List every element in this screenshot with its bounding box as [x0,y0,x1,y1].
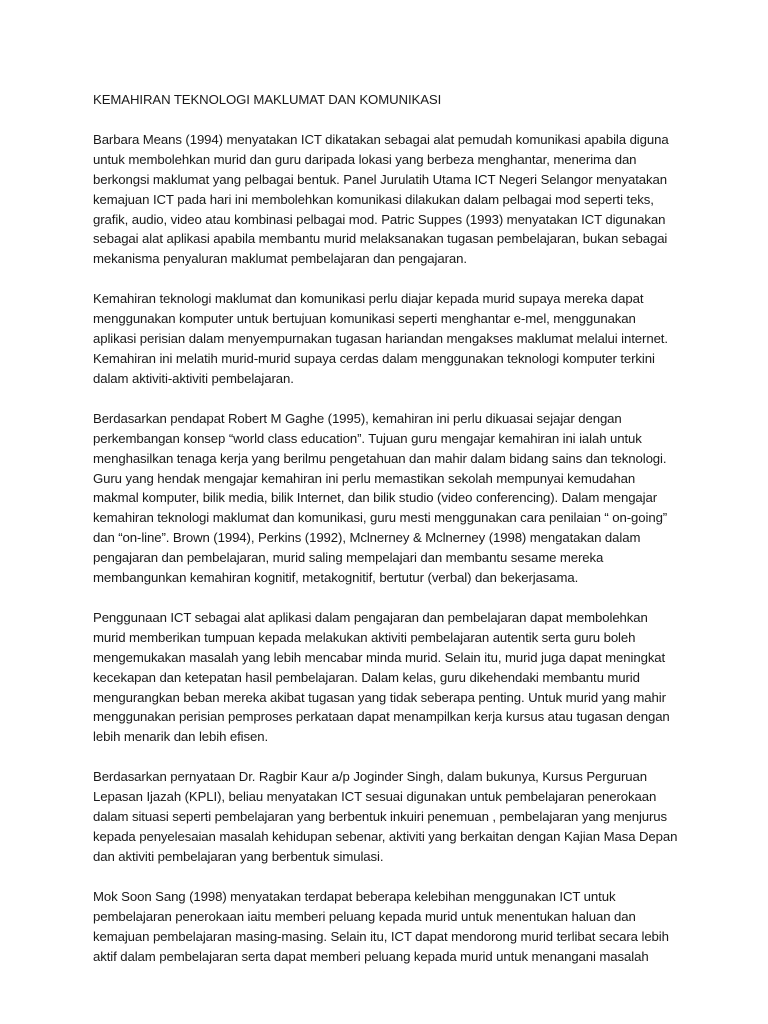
document-page [93,90,683,986]
text-line: dan aktiviti pembelajaran yang berbentuk simulasi. [93,848,384,864]
text-line: Lepasan Ijazah (KPLI), beliau menyatakan ICT sesuai digunakan untuk pembelajaran penerokaan [93,789,657,805]
paragraph-5 [93,767,683,867]
paragraph-4 [93,608,683,747]
text-line: aktif dalam pembelajaran serta dapat memberi peluang kepada murid untuk menangani masalah [93,948,649,964]
text-line: kemajuan pembelajaran masing-masing. Selain itu, ICT dapat mendorong murid terlibat secara lebih [93,928,669,944]
text-line: untuk membolehkan murid dan guru daripada lokasi yang berbeza menghantar, menerima dan [93,151,637,167]
text-line: Berdasarkan pendapat Robert M Gaghe (1995), kemahiran ini perlu dikuasai sejajar dengan [93,410,622,426]
text-line: mengemukakan masalah yang lebih mencabar minda murid. Selain itu, murid juga dapat meningkat [93,649,666,665]
text-line: kecekapan dan ketepatan hasil pembelajaran. Dalam kelas, guru dikehendaki membantu murid [93,669,640,685]
text-line: sebagai alat aplikasi apabila membantu murid melaksanakan tugasan pembelajaran, bukan sebagai [93,231,668,247]
document-title: KEMAHIRAN TEKNOLOGI MAKLUMAT DAN KOMUNIKASI [93,92,442,107]
paragraph-2 [93,289,683,389]
text-line: menggunakan perisian pemproses perkataan dapat menampilkan kerja kursus atau tugasan dengan [93,709,670,725]
text-line: menghasilkan tenaga kerja yang berilmu pengetahuan dan mahir dalam bidang sains dan teknologi. [93,450,667,466]
text-line: Berdasarkan pernyataan Dr. Ragbir Kaur a/p Joginder Singh, dalam bukunya, Kursus Perguruan [93,769,647,785]
text-line: dalam aktiviti-aktiviti pembelajaran. [93,370,294,386]
text-line: lebih menarik dan lebih efisen. [93,729,269,745]
text-line: perkembangan konsep “world class education”. Tujuan guru mengajar kemahiran ini ialah untuk [93,430,642,446]
text-line: grafik, audio, video atau kombinasi pelbagai mod. Patric Suppes (1993) menyatakan ICT digunakan [93,211,666,227]
text-line: pengajaran dan pembelajaran, murid saling mempelajari dan membantu sesame mereka [93,550,604,566]
text-line: Kemahiran teknologi maklumat dan komunikasi perlu diajar kepada murid supaya mereka dapat [93,291,644,307]
paragraph-6 [93,887,683,967]
text-line: makmal komputer, bilik media, bilik Internet, dan bilik studio (video conferencing). Dalam mengajar [93,490,658,506]
text-line: kemajuan ICT pada hari ini membolehkan komunikasi dilakukan dalam pelbagai mod seperti teks, [93,191,654,207]
text-line: dalam situasi seperti pembelajaran yang berbentuk inkuiri penemuan , pembelajaran yang menjurus [93,809,668,825]
text-line: mekanisma penyaluran maklumat pembelajaran dan pengajaran. [93,251,467,267]
text-line: kepada penyelesaian masalah kehidupan sebenar, aktiviti yang berkaitan dengan Kajian Masa Depan [93,829,678,844]
text-line: Kemahiran ini melatih murid-murid supaya cerdas dalam menggunakan teknologi komputer terkini [93,350,655,366]
text-line: membangunkan kemahiran kognitif, metakognitif, bertutur (verbal) dan bekerjasama. [93,570,579,586]
text-line: murid memberikan tumpuan kepada melakukan aktiviti pembelajaran autentik serta guru boleh [93,629,636,645]
text-line: Penggunaan ICT sebagai alat aplikasi dalam pengajaran dan pembelajaran dapat membolehkan [93,609,648,625]
paragraph-1 [93,130,683,269]
text-line: menggunakan komputer untuk bertujuan komunikasi seperti menghantar e-mel, menggunakan [93,311,636,327]
text-line: aplikasi perisian dalam menyempurnakan tugasan hariandan mengakses maklumat melalui internet. [93,331,668,347]
text-line: Barbara Means (1994) menyatakan ICT dikatakan sebagai alat pemudah komunikasi apabila diguna [93,131,669,147]
text-line: pembelajaran penerokaan iaitu memberi peluang kepada murid untuk menentukan haluan dan [93,908,636,924]
text-line: berkongsi maklumat yang pelbagai bentuk. Panel Jurulatih Utama ICT Negeri Selangor menyatakan [93,171,667,187]
text-line: mengurangkan beban mereka akibat tugasan yang tidak seberapa penting. Untuk murid yang mahir [93,689,666,705]
paragraph-3 [93,409,683,588]
text-line: kemahiran teknologi maklumat dan komunikasi, guru mesti menggunakan cara penilaian “ on-going” [93,510,668,526]
text-line: Guru yang hendak mengajar kemahiran ini perlu memastikan sekolah mempunyai kemudahan [93,470,636,486]
text-line: dan “on-line”. Brown (1994), Perkins (1992), Mclnerney & Mclnerney (1998) mengatakan dalam [93,530,641,546]
text-line: Mok Soon Sang (1998) menyatakan terdapat beberapa kelebihan menggunakan ICT untuk [93,888,616,904]
